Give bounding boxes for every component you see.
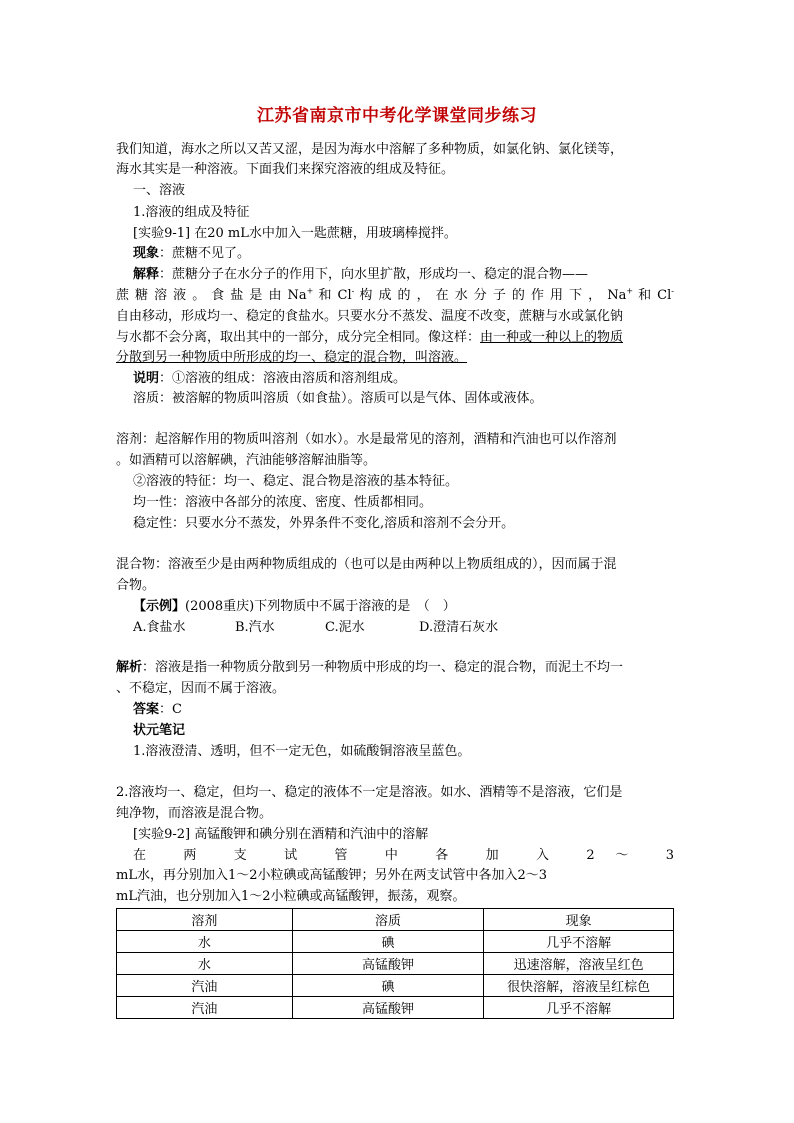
table-cell: 汽油: [117, 975, 293, 997]
table-cell: 汽油: [117, 997, 293, 1019]
table-row: [117, 953, 674, 975]
table-header: 现象: [484, 909, 674, 931]
explain-line-1: [133, 265, 674, 285]
note-label: 说明: [133, 371, 160, 386]
definition-underlined: 由一种或一种以上的物质: [480, 330, 624, 345]
explain-text-1: ：蔗糖分子在水分子的作用下，向水里扩散，形成均一、稳定的混合物——: [159, 267, 589, 282]
solubility-table: [116, 908, 674, 1019]
option-b: B.汽水: [235, 620, 275, 635]
phenomenon-text: ：蔗糖不见了。: [159, 246, 251, 261]
solute-definition: 溶质：被溶解的物质叫溶质（如食盐）。溶质可以是气体、固体或液体。: [133, 391, 543, 406]
exp2-line-1: 在 两 支 试 管 中 各 加 入 2 ～ 3: [133, 848, 674, 863]
phenomenon-label: 现象: [133, 246, 160, 261]
exp2-line-3: mL汽油，也分别加入1～2小粒碘或高锰酸钾，振荡，观察。: [116, 889, 466, 904]
table-cell: 高锰酸钾: [292, 953, 484, 975]
notes-title: 状元笔记: [133, 723, 186, 738]
note-2-line-2: 纯净物，而溶液是混合物。: [116, 806, 273, 821]
analysis-line-2: 、不稳定，因而不属于溶液。: [116, 681, 286, 696]
table-cell: 很快溶解，溶液呈红棕色: [484, 975, 674, 997]
intro-line-1: 我们知道，海水之所以又苦又涩，是因为海水中溶解了多种物质，如氯化钠、氯化镁等，: [116, 142, 624, 157]
note-1: 1.溶液澄清、透明，但不一定无色，如硫酸铜溶液呈蓝色。: [133, 744, 471, 759]
analysis-label: 解析: [116, 660, 143, 675]
explain-line-3: 自由移动，形成均一、稳定的食盐水。只要水分不蒸发、温度不改变，蔗糖与水或氯化钠: [116, 309, 624, 324]
explain-label: 解释: [133, 267, 160, 282]
explain-line-4: 与水都不会分离，取出其中的一部分，成分完全相同。像这样：由一种或一种以上的物质: [116, 330, 624, 345]
table-cell: 几乎不溶解: [484, 997, 674, 1019]
table-header-row: [117, 909, 674, 931]
mixture-line-2: 合物。: [116, 578, 156, 593]
section-heading: 一、溶液: [133, 183, 186, 198]
table-cell: 水: [117, 931, 293, 953]
example-label: 【示例】: [133, 599, 186, 614]
solvent-line-1: 溶剂：起溶解作用的物质叫溶剂（如水）。水是最常见的溶剂，酒精和汽油也可以作溶剂: [116, 432, 617, 447]
table-cell: 高锰酸钾: [292, 997, 484, 1019]
stable-line: 稳定性：只要水分不蒸发，外界条件不变化,溶质和溶剂不会分开。: [133, 516, 515, 531]
subsection-heading: 1.溶液的组成及特征: [133, 205, 250, 220]
mixture-line-1: 混合物：溶液至少是由两种物质组成的（也可以是由两种以上物质组成的），因而属于混: [116, 557, 617, 572]
solvent-line-2: 。如酒精可以溶解碘，汽油能够溶解油脂等。: [116, 453, 377, 468]
table-cell: 水: [117, 953, 293, 975]
feature-line: ②溶液的特征：均一、稳定、混合物是溶液的基本特征。: [133, 474, 459, 489]
note-line: 说明：①溶液的组成：溶液由溶质和溶剂组成。: [133, 371, 407, 386]
table-header: 溶质: [292, 909, 484, 931]
exp2-line-2: mL水，再分别加入1～2小粒碘或高锰酸钾；另外在两支试管中各加入2～3: [116, 868, 548, 883]
analysis-line-1: 解析：溶液是指一种物质分散到另一种物质中形成的均一、稳定的混合物，而泥土不均一: [116, 660, 624, 675]
answer-label: 答案: [133, 702, 160, 717]
option-c: C.泥水: [325, 620, 365, 635]
table-cell: 几乎不溶解: [484, 931, 674, 953]
option-a: A.食盐水: [133, 620, 186, 635]
answer-line: 答案：C: [133, 702, 182, 717]
example-line: 【示例】(2008重庆)下列物质中不属于溶液的是 （ ）: [133, 599, 456, 614]
option-d: D.澄清石灰水: [419, 620, 499, 635]
table-row: [117, 997, 674, 1019]
note-2-line-1: 2.溶液均一、稳定，但均一、稳定的液体不一定是溶液。如水、酒精等不是溶液，它们是: [116, 785, 623, 800]
table-header: 溶剂: [117, 909, 293, 931]
table-cell: 迅速溶解，溶液呈红色: [484, 953, 674, 975]
experiment-9-1: [实验9-1] 在20 mL水中加入一匙蔗糖，用玻璃棒搅拌。: [133, 226, 457, 241]
explain-line-2: 蔗 糖 溶 液 。 食 盐 是 由 Na+ 和 Cl- 构 成 的 ， 在 水 分 子 的 作 用 下 ， Na+ 和 Cl-: [116, 286, 674, 303]
table-row: [117, 975, 674, 997]
table-cell: 碘: [292, 931, 484, 953]
table-cell: 碘: [292, 975, 484, 997]
phenomenon-line: [133, 244, 674, 264]
explain-line-5: 分散到另一种物质中所形成的均一、稳定的混合物，叫溶液。: [116, 350, 468, 365]
experiment-9-2: [实验9-2] 高锰酸钾和碘分别在酒精和汽油中的溶解: [133, 827, 429, 842]
uniform-line: 均一性：溶液中各部分的浓度、密度、性质都相同。: [133, 495, 433, 510]
table-row: [117, 931, 674, 953]
intro-line-2: 海水其实是一种溶液。下面我们来探究溶液的组成及特征。: [116, 162, 455, 177]
page-title: 江苏省南京市中考化学课堂同步练习: [257, 106, 537, 126]
